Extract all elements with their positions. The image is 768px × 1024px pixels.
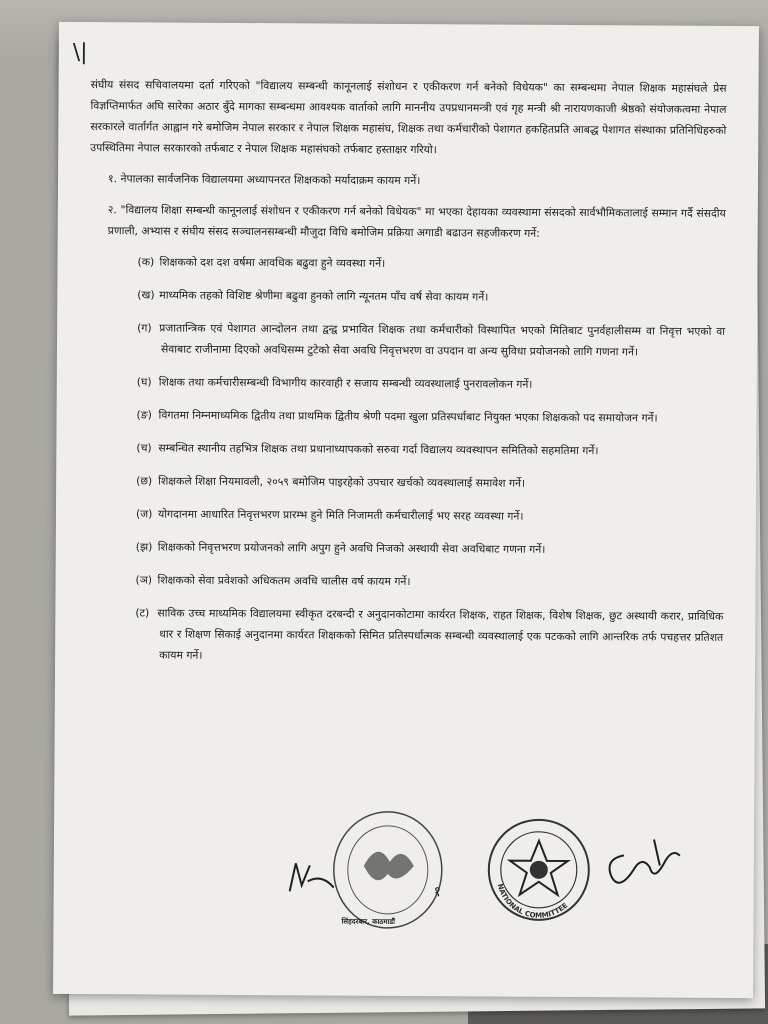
subpoint-label: (घ): [136, 375, 152, 389]
subpoint-ta: [135, 602, 723, 669]
point-2: २. "विद्यालय शिक्षा सम्बन्धी कानूनलाई संशोधन र एकीकरण गर्न बनेको विधेयक" मा भएका देहायका व्यवस्थामा संसदको सार्वभौमिकतालाई सम्मान गर्दै संसदीय प्रणाली, अभ्यास र संघीय संसद सञ्चालनसम्बन्धी मौजुदा विधि बमोजिम प्रक्रिया अगाडी बढाउन सहजीकरण गर्ने:: [107, 203, 726, 240]
signature-right: [594, 825, 694, 906]
document-page: [53, 22, 759, 998]
national-committee-seal: [483, 814, 594, 925]
seal-right-label: NATIONAL COMMITTEE: [495, 882, 570, 920]
subpoint-text: सम्बन्धित स्थानीय तहभित्र शिक्षक तथा प्रधानाध्यापकको सरुवा गर्दा विद्यालय व्यवस्थापन समितिको सहमतिमा गर्ने।: [158, 441, 599, 458]
subpoint-cha: [136, 437, 724, 462]
subpoint-ka: [137, 251, 725, 276]
subpoint-label: (क): [137, 255, 155, 269]
subpoint-text: शिक्षकको निवृत्तभरण प्रयोजनको लागि अपुग हुने अवधि निजको अस्थायी सेवा अवधिबाट गणना गर्ने।: [157, 540, 546, 556]
subpoint-ga: [137, 317, 725, 363]
corner-mark: \|: [72, 39, 88, 66]
subpoint-text: विगतमा निम्नमाध्यमिक द्वितीय तथा प्राथमिक द्वितीय श्रेणी पदमा खुला प्रतिस्पर्धाबाट नियुक्त भएका शिक्षकको पद समायोजन गर्ने।: [158, 408, 658, 425]
subpoint-label: (ज): [135, 507, 153, 521]
subpoint-label: (ग): [137, 321, 152, 335]
page-number: १: [433, 884, 441, 901]
subpoint-label: (ख): [137, 288, 155, 302]
point-1: १. नेपालका सार्वजनिक विद्यालयमा अध्यापनरत शिक्षकको मर्यादाक्रम कायम गर्ने।: [107, 172, 421, 188]
subpoint-chha: [136, 470, 724, 495]
intro-paragraph: संघीय संसद सचिवालयमा दर्ता गरिएको "विद्यालय सम्बन्धी कानूनलाई संशोधन र एकीकरण गर्न बनेको विधेयक" का सम्बन्धमा नेपाल शिक्षक महासंघले प्रेस विज्ञप्तिमार्फत अघि सारेका अठार बुँदे मागका सम्बन्धमा आवश्यक वार्ताको लागि माननीय उपप्रधानमन्त्री एवं गृह मन्त्री श्री नारायणकाजी श्रेष्ठको संयोजकत्वमा नेपाल सरकारले वार्तार्गत आह्वान गरे बमोजिम नेपाल सरकार र नेपाल शिक्षक महासंघ, शिक्षक तथा कर्मचारीको पेशागत हकहितप्रति आबद्ध पेशागत संस्थाका प्रतिनिधिहरुको उपस्थितिमा नेपाल सरकारको तर्फबाट र नेपाल शिक्षक महासंघको तर्फबाट हस्ताक्षर गरियो।: [90, 78, 727, 157]
subpoint-label: (च): [136, 441, 152, 455]
subpoint-nya: [136, 569, 724, 594]
subpoint-gha: [137, 371, 725, 396]
subpoint-text: शिक्षकले शिक्षा नियमावली, २०५९ बमोजिम पाइरहेको उपचार खर्चको व्यवस्थालाई समावेश गर्ने।: [158, 474, 526, 490]
subpoint-text: शिक्षकको दश दश वर्षमा आवधिक बढुवा हुने व्यवस्था गर्ने।: [159, 255, 386, 270]
document-body: [87, 74, 727, 681]
subpoint-kha: [137, 284, 725, 309]
subpoint-label: (छ): [136, 474, 153, 488]
subpoint-label: (ट): [135, 606, 150, 620]
subpoint-text: प्रजातान्त्रिक एवं पेशागत आन्दोलन तथा द्वन्द्व प्रभावित शिक्षक तथा कर्मचारीको विस्थापित भएको मितिबाट पुनर्वहालीसम्म वा निवृत्त भएको वा सेवाबाट राजीनामा दिएको अवधिसम्म टुटेको सेवा अवधि निवृत्तभरण वा उपदान वा अन्य सुविधा प्रयोजनको लागि गणना गर्ने।: [159, 321, 726, 359]
subpoint-label: (ञ): [135, 573, 153, 587]
seal-left-label: सिंहदरबार, काठमाडौं: [341, 917, 395, 926]
subpoint-text: साविक उच्च माध्यमिक विद्यालयमा स्वीकृत दरबन्दी र अनुदानकोटामा कार्यरत शिक्षक, राहत शिक्षक, विशेष शिक्षक, छुट अस्थायी करार, प्राविधिक धार र शिक्षण सिकाई अनुदानमा कार्यरत शिक्षकको सिमित प्रतिस्पर्धात्मक सम्बन्धी व्यवस्थालाई एक पटकको लागि आन्तरिक तर्फ पचहत्तर प्रतिशत कायम गर्ने।: [157, 606, 724, 662]
subpoint-label: (ङ): [136, 408, 152, 422]
subpoint-nga: [137, 404, 725, 429]
subpoint-jha: [136, 536, 724, 561]
government-seal: [327, 804, 448, 935]
subpoint-text: शिक्षक तथा कर्मचारीसम्बन्धी विभागीय कारवाही र सजाय सम्बन्धी व्यवस्थालाई पुनरावलोकन गर्ने।: [158, 375, 533, 391]
subpoint-text: योगदानमा आधारित निवृत्तभरण प्रारम्भ हुने मिति निजामती कर्मचारीलाई भए सरह व्यवस्था गर्ने।: [157, 507, 524, 523]
subpoint-text: माध्यमिक तहको विशिष्ट श्रेणीमा बढुवा हुनको लागि न्यूनतम पाँच वर्ष सेवा कायम गर्ने।: [159, 288, 489, 304]
subpoint-ja: [136, 503, 724, 528]
subpoint-label: (झ): [135, 540, 153, 554]
subpoint-text: शिक्षकको सेवा प्रवेशको अधिकतम अवधि चालीस वर्ष कायम गर्ने।: [157, 573, 411, 589]
